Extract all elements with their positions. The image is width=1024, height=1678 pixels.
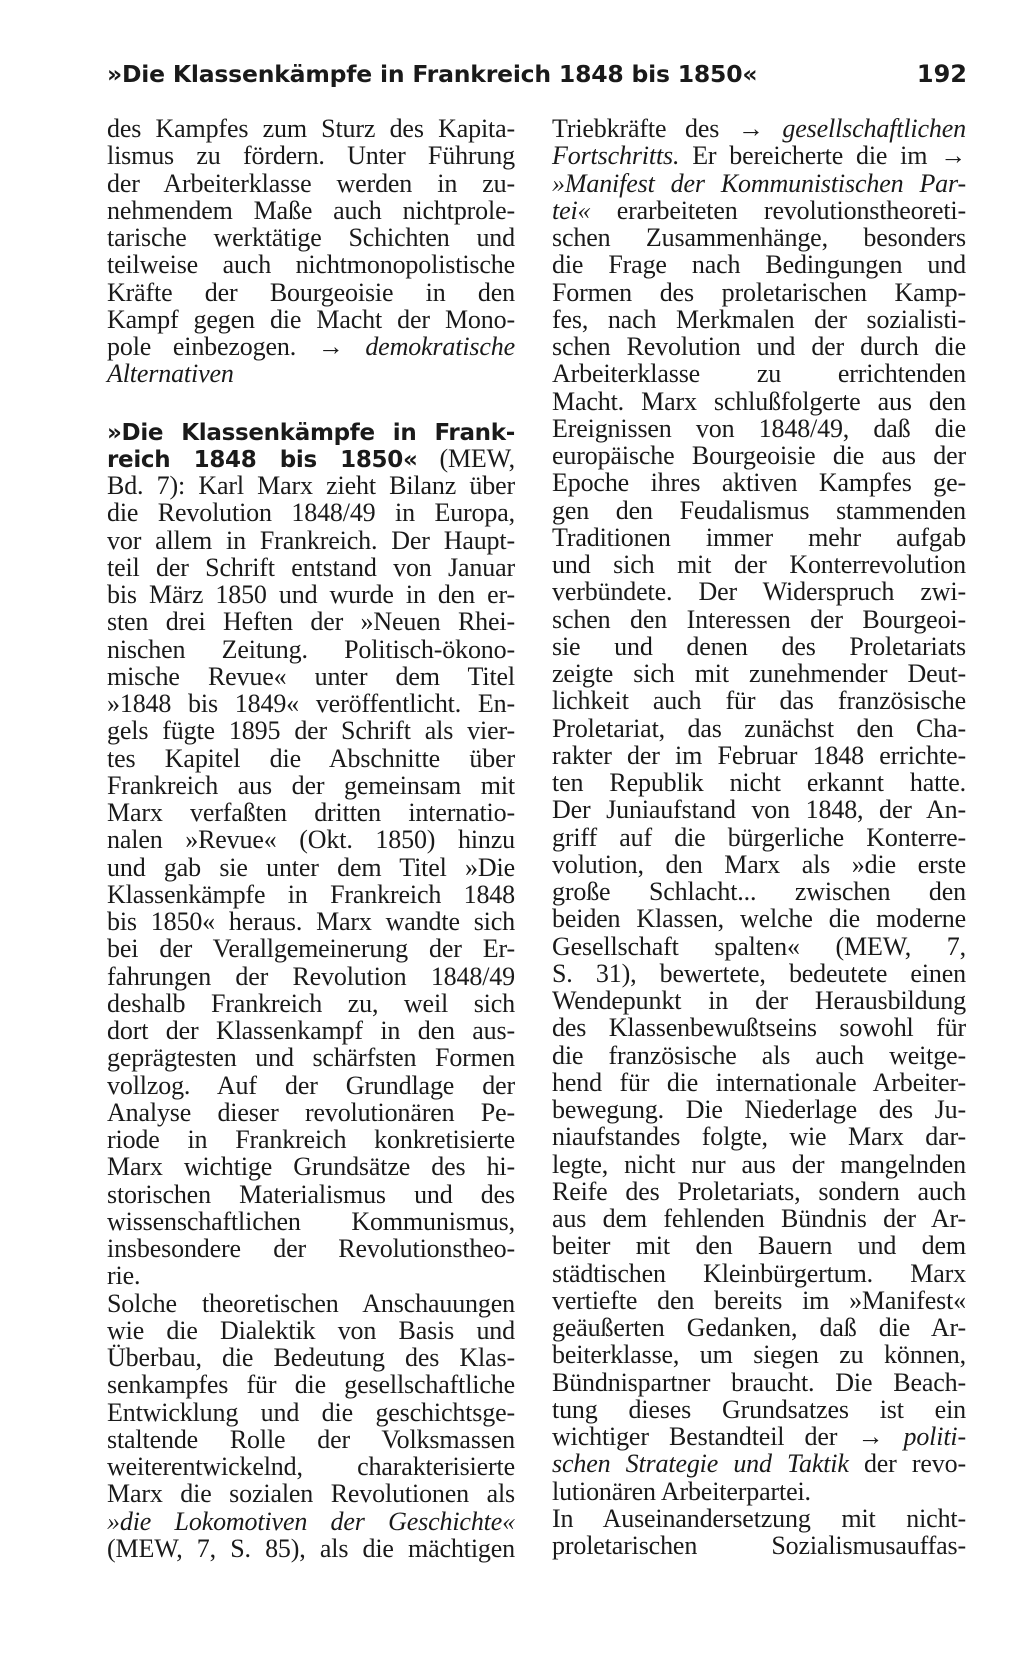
text-line: sten drei Heften der »Neuen Rhei- bbox=[107, 607, 515, 637]
text-line: lismus zu fördern. Unter Führung bbox=[107, 141, 515, 171]
text-line: aus dem fehlenden Bündnis der Ar- bbox=[552, 1204, 966, 1233]
paragraph-gap bbox=[107, 388, 515, 418]
text-line: und sich mit der Konterrevolution bbox=[552, 550, 966, 579]
text-line: die Frage nach Bedingungen und bbox=[552, 250, 966, 280]
text-line: S. 31), bewertete, bedeutete einen bbox=[552, 958, 966, 988]
entry-keyword: »Die Klassenkämpfe in Frank- bbox=[107, 419, 515, 446]
text-line: griff auf die bürgerliche Konterre- bbox=[552, 822, 966, 852]
text-line: Wendepunkt in der Herausbildung bbox=[552, 986, 966, 1015]
cross-reference: tei« bbox=[552, 195, 591, 225]
cross-reference: schen Strategie und Taktik bbox=[552, 1449, 849, 1479]
text-line: Analyse dieser revolutionären Pe- bbox=[107, 1097, 515, 1127]
cross-reference: politi- bbox=[903, 1422, 966, 1451]
text-line: Marx verfaßten dritten internatio- bbox=[107, 798, 515, 827]
text-line: geprägtesten und schärfsten Formen bbox=[107, 1043, 515, 1073]
text-fragment: erarbeiteten revolutionstheoreti- bbox=[590, 195, 966, 225]
text-line: zeigte sich mit zunehmender Deut- bbox=[552, 659, 966, 688]
text-line: senkampfes für die gesellschaftliche bbox=[107, 1370, 515, 1400]
text-line: ten Republik nicht erkannt hatte. bbox=[552, 768, 966, 797]
right-column bbox=[552, 115, 966, 1559]
text-line: Ereignissen von 1848/49, daß die bbox=[552, 413, 966, 443]
text-line: insbesondere der Revolutionstheo- bbox=[107, 1234, 515, 1263]
text-line: Klassenkämpfe in Frankreich 1848 bbox=[107, 879, 515, 909]
text-line: weiterentwickelnd, charakterisierte bbox=[107, 1452, 515, 1481]
text-line: europäische Bourgeoisie die aus der bbox=[552, 441, 966, 470]
text-line: riode in Frankreich konkretisierte bbox=[107, 1125, 515, 1154]
text-line: vollzog. Auf der Grundlage der bbox=[107, 1070, 515, 1100]
cross-reference: Fortschritts. bbox=[552, 141, 680, 171]
text-line: Traditionen immer mehr aufgab bbox=[552, 522, 966, 552]
text-line bbox=[552, 142, 966, 169]
entry-heading-line bbox=[107, 445, 515, 472]
text-line: sie und denen des Proletariats bbox=[552, 631, 966, 661]
text-line: der Arbeiterklasse werden in zu- bbox=[107, 168, 515, 198]
text-line: schen Zusammenhänge, besonders bbox=[552, 223, 966, 252]
entry-heading-line bbox=[107, 418, 515, 445]
text-line: lichkeit auch für das französische bbox=[552, 686, 966, 716]
text-line bbox=[552, 1423, 966, 1450]
text-line: lutionären Arbeiterpartei. bbox=[552, 1476, 811, 1506]
running-header bbox=[107, 60, 967, 100]
text-line: Der Juniaufstand von 1848, der An- bbox=[552, 795, 966, 825]
text-line: tarische werktätige Schichten und bbox=[107, 223, 515, 252]
left-column bbox=[107, 115, 515, 1562]
text-line: In Auseinandersetzung mit nicht- bbox=[552, 1503, 966, 1533]
entry-keyword: reich 1848 bis 1850« bbox=[107, 446, 418, 473]
text-fragment: (MEW, bbox=[417, 443, 516, 473]
text-line: proletarischen Sozialismusauffas- bbox=[552, 1531, 966, 1560]
text-line bbox=[107, 333, 515, 360]
text-fragment: der revo- bbox=[848, 1449, 966, 1479]
text-line: fahrungen der Revolution 1848/49 bbox=[107, 961, 515, 991]
text-line: bis 1850« heraus. Marx wandte sich bbox=[107, 907, 515, 936]
text-line: Formen des proletarischen Kamp- bbox=[552, 277, 966, 307]
text-line: gels fügte 1895 der Schrift als vier- bbox=[107, 716, 515, 746]
text-line: Bd. 7): Karl Marx zieht Bilanz über bbox=[107, 471, 515, 500]
text-fragment: wichtiger Bestandteil der → bbox=[552, 1422, 904, 1451]
text-line: rie. bbox=[107, 1261, 141, 1291]
text-line: hend für die internationale Arbeiter- bbox=[552, 1067, 966, 1097]
text-line: Bündnispartner braucht. Die Beach- bbox=[552, 1367, 966, 1397]
text-line: rakter der im Februar 1848 errichte- bbox=[552, 740, 966, 770]
text-line: tes Kapitel die Abschnitte über bbox=[107, 743, 515, 773]
text-line: beiden Klassen, welche die moderne bbox=[552, 904, 966, 934]
text-line: nehmendem Maße auch nichtprole- bbox=[107, 195, 515, 225]
text-line bbox=[552, 115, 966, 142]
text-line: gen den Feudalismus stammenden bbox=[552, 495, 966, 525]
text-line: deshalb Frankreich zu, weil sich bbox=[107, 988, 515, 1018]
text-line: vertiefte den bereits im »Manifest« bbox=[552, 1285, 966, 1315]
text-line: nischen Zeitung. Politisch-ökono- bbox=[107, 634, 515, 664]
text-line: Überbau, die Bedeutung des Klas- bbox=[107, 1343, 515, 1372]
text-line: tung dieses Grundsatzes ist ein bbox=[552, 1394, 966, 1424]
text-line bbox=[107, 1508, 515, 1535]
quotation: »die Lokomotiven der Geschichte« bbox=[107, 1506, 515, 1536]
text-line: Kampf gegen die Macht der Mono- bbox=[107, 304, 515, 334]
text-line: beiter mit den Bauern und dem bbox=[552, 1231, 966, 1261]
text-line: Macht. Marx schlußfolgerte aus den bbox=[552, 386, 966, 416]
text-line: Reife des Proletariats, sondern auch bbox=[552, 1176, 966, 1206]
text-line: wissenschaftlichen Kommunismus, bbox=[107, 1206, 515, 1236]
text-line: schen Revolution und der durch die bbox=[552, 332, 966, 361]
text-line: beiterklasse, um siegen zu können, bbox=[552, 1340, 966, 1370]
text-line: städtischen Kleinbürgertum. Marx bbox=[552, 1258, 966, 1288]
text-line: verbündete. Der Widerspruch zwi- bbox=[552, 577, 966, 607]
text-fragment: pole einbezogen. → bbox=[107, 332, 366, 361]
text-line: Entwicklung und die geschichtsge- bbox=[107, 1397, 515, 1427]
text-line bbox=[552, 1450, 966, 1477]
text-line: nalen »Revue« (Okt. 1850) hinzu bbox=[107, 825, 515, 855]
text-line: wie die Dialektik von Basis und bbox=[107, 1315, 515, 1345]
text-line: Solche theoretischen Anschauungen bbox=[107, 1288, 515, 1318]
text-line: teil der Schrift entstand von Januar bbox=[107, 552, 515, 582]
text-line: mische Revue« unter dem Titel bbox=[107, 661, 515, 691]
text-line: des Kampfes zum Sturz des Kapita- bbox=[107, 114, 515, 143]
text-line: fes, nach Merkmalen der sozialisti- bbox=[552, 304, 966, 334]
page-number: 192 bbox=[916, 60, 967, 88]
cross-reference: »Manifest der Kommunistischen Par- bbox=[552, 168, 966, 198]
text-line: niaufstandes folgte, wie Marx dar- bbox=[552, 1122, 966, 1152]
text-line: Frankreich aus der gemeinsam mit bbox=[107, 770, 515, 800]
cross-reference: gesellschaftlichen bbox=[782, 114, 966, 143]
running-title: »Die Klassenkämpfe in Frankreich 1848 bis 1850« bbox=[107, 60, 758, 88]
text-line: geäußerten Gedanken, daß die Ar- bbox=[552, 1313, 966, 1342]
text-line bbox=[552, 170, 966, 197]
text-line: Arbeiterklasse zu errichtenden bbox=[552, 359, 966, 389]
text-line: Gesellschaft spalten« (MEW, 7, bbox=[552, 931, 966, 961]
text-line: legte, nicht nur aus der mangelnden bbox=[552, 1149, 966, 1179]
text-line: die Revolution 1848/49 in Europa, bbox=[107, 498, 515, 528]
text-line: dort der Klassenkampf in den aus- bbox=[107, 1016, 515, 1045]
text-line: bewegung. Die Niederlage des Ju- bbox=[552, 1095, 966, 1124]
text-line: teilweise auch nichtmonopolistische bbox=[107, 250, 515, 280]
cross-reference: demokratische bbox=[365, 332, 515, 361]
text-line: Marx wichtige Grundsätze des hi- bbox=[107, 1152, 515, 1182]
text-fragment: Er bereicherte die im → bbox=[679, 141, 966, 171]
text-line bbox=[552, 197, 966, 224]
text-line: des Klassenbewußtseins sowohl für bbox=[552, 1013, 966, 1043]
cross-reference: Alternativen bbox=[107, 359, 234, 389]
text-fragment: Triebkräfte des → bbox=[552, 114, 783, 143]
text-line: Epoche ihres aktiven Kampfes ge- bbox=[552, 468, 966, 498]
text-line: (MEW, 7, S. 85), als die mächtigen bbox=[107, 1533, 515, 1563]
text-line: volution, den Marx als »die erste bbox=[552, 849, 966, 879]
text-line: Kräfte der Bourgeoisie in den bbox=[107, 277, 515, 307]
text-line: vor allem in Frankreich. Der Haupt- bbox=[107, 525, 515, 555]
text-line: bis März 1850 und wurde in den er- bbox=[107, 580, 515, 609]
text-line: schen den Interessen der Bourgeoi- bbox=[552, 604, 966, 634]
text-line bbox=[107, 360, 515, 387]
text-line: storischen Materialismus und des bbox=[107, 1179, 515, 1209]
text-line: und gab sie unter dem Titel »Die bbox=[107, 852, 515, 882]
text-line: staltende Rolle der Volksmassen bbox=[107, 1424, 515, 1454]
text-line: bei der Verallgemeinerung der Er- bbox=[107, 934, 515, 964]
text-line: »1848 bis 1849« veröffentlicht. En- bbox=[107, 689, 515, 718]
text-line: große Schlacht... zwischen den bbox=[552, 877, 966, 906]
text-line: Marx die sozialen Revolutionen als bbox=[107, 1479, 515, 1509]
text-line: Proletariat, das zunächst den Cha- bbox=[552, 713, 966, 743]
text-line: die französische als auch weitge- bbox=[552, 1040, 966, 1070]
